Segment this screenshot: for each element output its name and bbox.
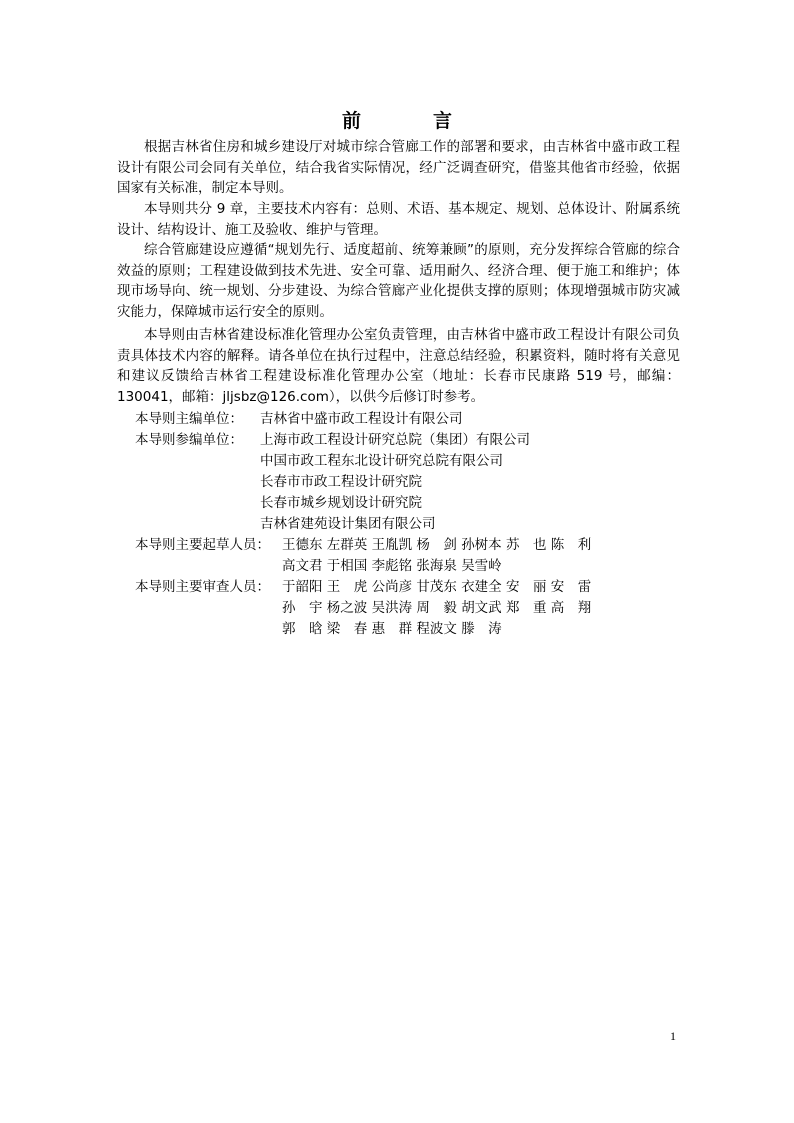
- reviewer-name: 周 毅: [416, 600, 457, 616]
- drafter-name: 高文君: [282, 558, 323, 574]
- drafter-name: 杨 剑: [416, 537, 457, 553]
- page-number: 1: [670, 1029, 676, 1043]
- reviewer-name: 程波文: [416, 621, 457, 637]
- reviewer-name: 郑 重: [505, 600, 547, 616]
- drafter-name: 张海泉: [416, 558, 457, 574]
- reviewer-name: 衣建全: [461, 579, 502, 595]
- chief-editor-label: 本导则主编单位：: [135, 411, 243, 427]
- drafters-label: 本导则主要起草人员：: [135, 537, 270, 553]
- reviewers-label: 本导则主要审查人员：: [135, 579, 270, 595]
- title-char-1: 前: [341, 110, 361, 132]
- reviewer-name: 王 虎: [326, 579, 368, 595]
- reviewer-name: 郭 晗: [282, 621, 323, 637]
- reviewer-name: 安 丽: [505, 579, 547, 595]
- reviewer-name: 吴洪涛: [371, 600, 413, 616]
- participants-label: 本导则参编单位：: [135, 432, 243, 448]
- drafters-row: [282, 535, 591, 556]
- drafter-name: 苏 也: [505, 537, 547, 553]
- participant-unit: 吉林省建苑设计集团有限公司: [260, 516, 436, 532]
- drafter-name: 李彪铭: [371, 558, 413, 574]
- drafter-name: 孙树本: [461, 537, 502, 553]
- reviewers-row: [282, 598, 591, 619]
- participant-unit: 上海市政工程设计研究总院（集团）有限公司: [260, 432, 530, 448]
- paragraph-3: 综合管廊建设应遵循“规划先行、适度超前、统筹兼顾”的原则，充分发挥综合管廊的综合效益的原则；工程建设做到技术先进、安全可靠、适用耐久、经济合理、便于施工和维护；体现市场导向、统一规划、分步建设、为综合管廊产业化提供支撑的原则；体现增强城市防灾减灾能力，保障城市运行安全的原则。: [117, 242, 680, 320]
- reviewers-row: [282, 577, 591, 598]
- reviewer-name: 梁 春: [326, 621, 368, 637]
- title-char-2: 言: [433, 110, 453, 132]
- page-title: [0, 106, 794, 133]
- reviewers-row: [282, 619, 502, 640]
- reviewer-name: 杨之波: [326, 600, 368, 616]
- drafter-name: 于相国: [326, 558, 368, 574]
- drafters-row: [282, 556, 502, 577]
- reviewer-name: 胡文武: [461, 600, 502, 616]
- reviewer-name: 甘茂东: [416, 579, 457, 595]
- drafter-name: 左群英: [326, 537, 368, 553]
- reviewer-name: 孙 宇: [282, 600, 323, 616]
- participant-unit: 长春市城乡规划设计研究院: [260, 495, 422, 511]
- drafter-name: 王德东: [282, 537, 323, 553]
- drafter-name: 吴雪岭: [461, 558, 502, 574]
- drafter-name: 陈 利: [550, 537, 592, 553]
- paragraph-4: 本导则由吉林省建设标准化管理办公室负责管理，由吉林省中盛市政工程设计有限公司负责具体技术内容的解释。请各单位在执行过程中，注意总结经验，积累资料，随时将有关意见和建议反馈给吉林省工程建设标准化管理办公室（地址：长春市民康路 519 号，邮编：130041，邮箱：jljsbz@126.com），以供今后修订时参考。: [117, 327, 680, 405]
- reviewer-name: 惠 群: [371, 621, 413, 637]
- chief-editor-unit: 吉林省中盛市政工程设计有限公司: [260, 411, 463, 427]
- reviewer-name: 安 雷: [550, 579, 592, 595]
- reviewer-name: 滕 涛: [461, 621, 502, 637]
- participant-unit: 长春市市政工程设计研究院: [260, 474, 422, 490]
- reviewer-name: 高 翔: [550, 600, 592, 616]
- paragraph-2: 本导则共分 9 章，主要技术内容有：总则、术语、基本规定、规划、总体设计、附属系统设计、结构设计、施工及验收、维护与管理。: [117, 201, 680, 238]
- participant-unit: 中国市政工程东北设计研究总院有限公司: [260, 453, 503, 469]
- reviewer-name: 公尚彦: [371, 579, 413, 595]
- drafter-name: 王胤凯: [371, 537, 413, 553]
- paragraph-1: 根据吉林省住房和城乡建设厅对城市综合管廊工作的部署和要求，由吉林省中盛市政工程设计有限公司会同有关单位，结合我省实际情况，经广泛调查研究，借鉴其他省市经验，依据国家有关标准，制定本导则。: [117, 139, 680, 196]
- reviewer-name: 于韶阳: [282, 579, 323, 595]
